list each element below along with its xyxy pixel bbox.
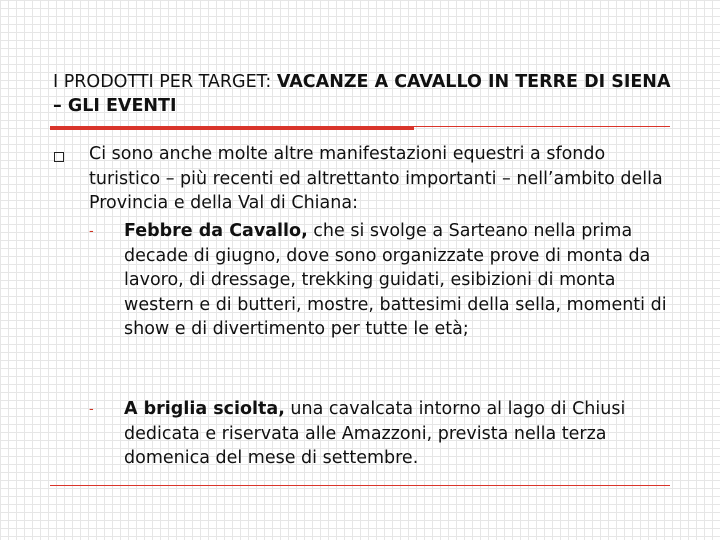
- title-underline-thick: [50, 126, 414, 130]
- sub-item-marker: -: [89, 224, 94, 239]
- slide-title-bold: VACANZE A CAVALLO IN TERRE DI SIENA – GLI EVENTI: [53, 72, 671, 116]
- slide-title-plain: I PRODOTTI PER TARGET:: [53, 72, 277, 92]
- title-underline-thin: [414, 126, 670, 127]
- sub-item-lead: A briglia sciolta,: [124, 399, 285, 419]
- footer-divider: [50, 485, 670, 486]
- sub-item-lead: Febbre da Cavallo,: [124, 221, 308, 241]
- sub-item-febbre-da-cavallo: [124, 219, 674, 342]
- bullet-intro-text: Ci sono anche molte altre manifestazioni equestri a sfondo turistico – più recenti ed altrettanto importanti – nell’ambito della Provincia e della Val di Chiana:: [89, 144, 663, 213]
- sub-item-a-briglia-sciolta: [124, 397, 674, 471]
- sub-item-text: una cavalcata intorno al lago di Chiusi dedicata e riservata alle Amazzoni, prevista nella terza domenica del mese di settembre.: [124, 399, 626, 468]
- slide-title: [53, 70, 673, 118]
- sub-item-marker: -: [89, 402, 94, 417]
- sub-item-text: che si svolge a Sarteano nella prima decade di giugno, dove sono organizzate prove di monta da lavoro, di dressage, trekking guidati, esibizioni di monta western e di butteri, mostre, battesimi della sella, momenti di show e di divertimento per tutte le età;: [124, 221, 667, 339]
- square-bullet-icon: [54, 152, 64, 162]
